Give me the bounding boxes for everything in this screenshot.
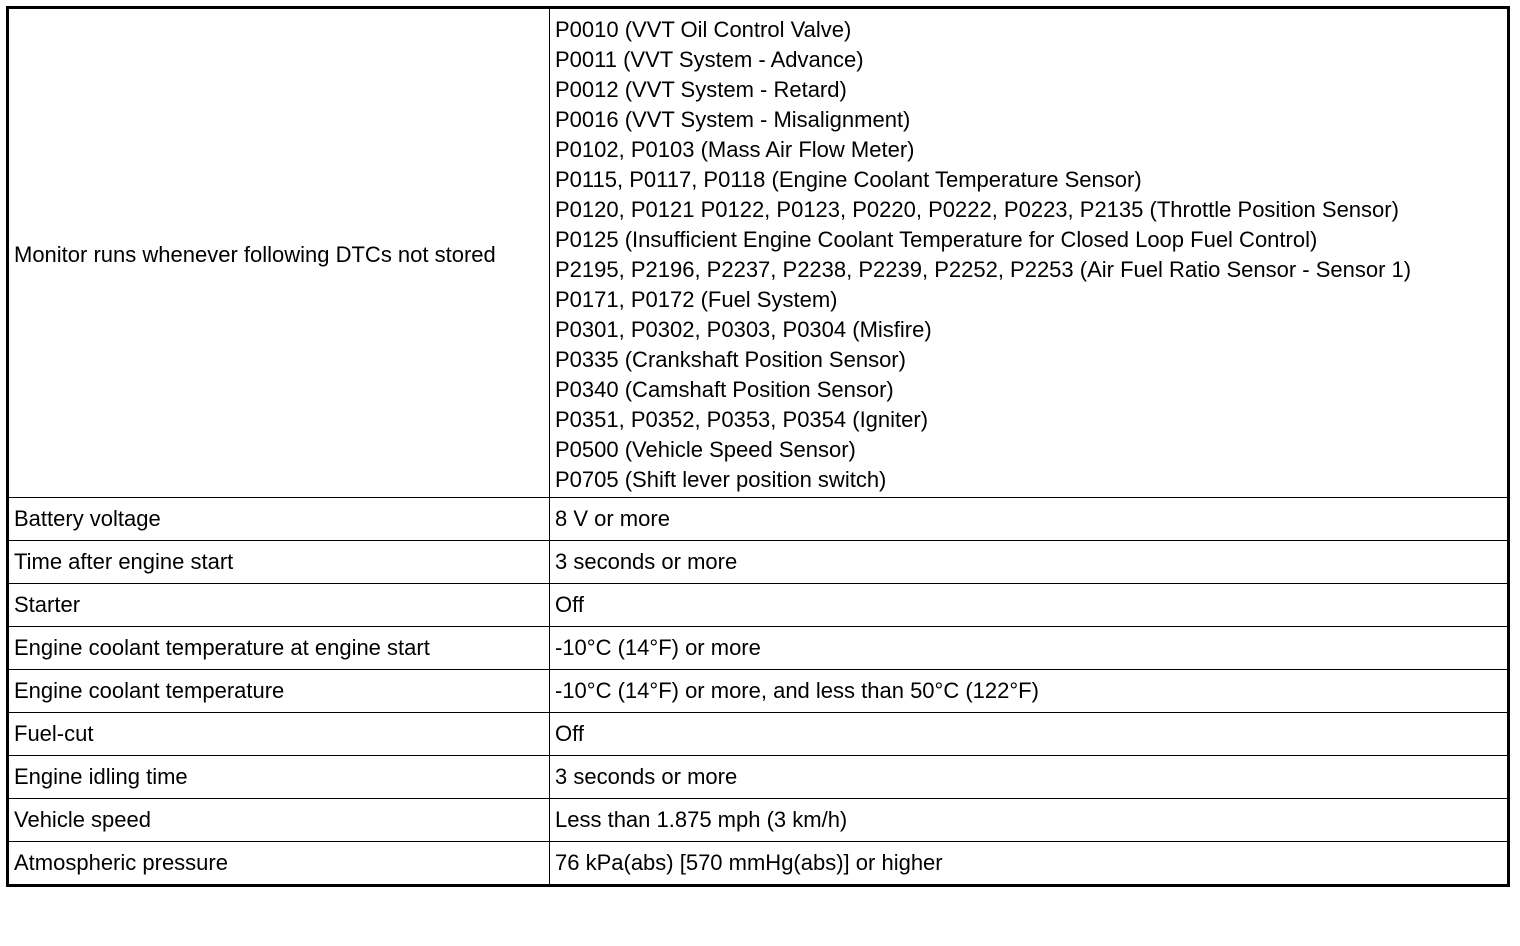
table-row bbox=[8, 498, 1509, 541]
value-cell: 76 kPa(abs) [570 mmHg(abs)] or higher bbox=[550, 842, 1509, 886]
table-row bbox=[8, 799, 1509, 842]
dtc-line: P0012 (VVT System - Retard) bbox=[555, 77, 847, 102]
dtc-line: P0011 (VVT System - Advance) bbox=[555, 47, 864, 72]
dtc-line: P0010 (VVT Oil Control Valve) bbox=[555, 17, 852, 42]
value-cell: -10°C (14°F) or more bbox=[550, 627, 1509, 670]
table-row bbox=[8, 756, 1509, 799]
dtc-line: P0301, P0302, P0303, P0304 (Misfire) bbox=[555, 317, 932, 342]
condition-cell: Battery voltage bbox=[8, 498, 550, 541]
value-cell: 3 seconds or more bbox=[550, 756, 1509, 799]
table-row bbox=[8, 541, 1509, 584]
monitor-conditions-table bbox=[6, 6, 1510, 887]
table-row bbox=[8, 842, 1509, 886]
value-cell: Off bbox=[550, 713, 1509, 756]
dtc-line: P0500 (Vehicle Speed Sensor) bbox=[555, 437, 856, 462]
value-cell: -10°C (14°F) or more, and less than 50°C (122°F) bbox=[550, 670, 1509, 713]
value-cell: Off bbox=[550, 584, 1509, 627]
dtc-line: P0171, P0172 (Fuel System) bbox=[555, 287, 838, 312]
table-row bbox=[8, 670, 1509, 713]
condition-cell: Monitor runs whenever following DTCs not stored bbox=[8, 8, 550, 498]
dtc-list bbox=[555, 15, 1502, 495]
condition-cell: Engine coolant temperature at engine start bbox=[8, 627, 550, 670]
dtc-line: P0120, P0121 P0122, P0123, P0220, P0222, P0223, P2135 (Throttle Position Sensor) bbox=[555, 197, 1399, 222]
condition-cell: Engine idling time bbox=[8, 756, 550, 799]
dtc-line: P0340 (Camshaft Position Sensor) bbox=[555, 377, 894, 402]
value-cell: 8 V or more bbox=[550, 498, 1509, 541]
table-row bbox=[8, 8, 1509, 498]
dtc-line: P0335 (Crankshaft Position Sensor) bbox=[555, 347, 906, 372]
dtc-line: P2195, P2196, P2237, P2238, P2239, P2252, P2253 (Air Fuel Ratio Sensor - Sensor 1) bbox=[555, 257, 1412, 282]
condition-cell: Vehicle speed bbox=[8, 799, 550, 842]
condition-cell: Fuel-cut bbox=[8, 713, 550, 756]
table-row bbox=[8, 713, 1509, 756]
value-cell: 3 seconds or more bbox=[550, 541, 1509, 584]
condition-cell: Engine coolant temperature bbox=[8, 670, 550, 713]
dtc-line: P0115, P0117, P0118 (Engine Coolant Temperature Sensor) bbox=[555, 167, 1142, 192]
dtc-line: P0102, P0103 (Mass Air Flow Meter) bbox=[555, 137, 915, 162]
condition-cell: Atmospheric pressure bbox=[8, 842, 550, 886]
table-row bbox=[8, 584, 1509, 627]
dtc-line: P0351, P0352, P0353, P0354 (Igniter) bbox=[555, 407, 929, 432]
condition-cell: Time after engine start bbox=[8, 541, 550, 584]
value-cell: Less than 1.875 mph (3 km/h) bbox=[550, 799, 1509, 842]
condition-cell: Starter bbox=[8, 584, 550, 627]
value-cell bbox=[550, 8, 1509, 498]
dtc-line: P0705 (Shift lever position switch) bbox=[555, 467, 887, 492]
dtc-line: P0125 (Insufficient Engine Coolant Temperature for Closed Loop Fuel Control) bbox=[555, 227, 1318, 252]
dtc-line: P0016 (VVT System - Misalignment) bbox=[555, 107, 911, 132]
table-row bbox=[8, 627, 1509, 670]
